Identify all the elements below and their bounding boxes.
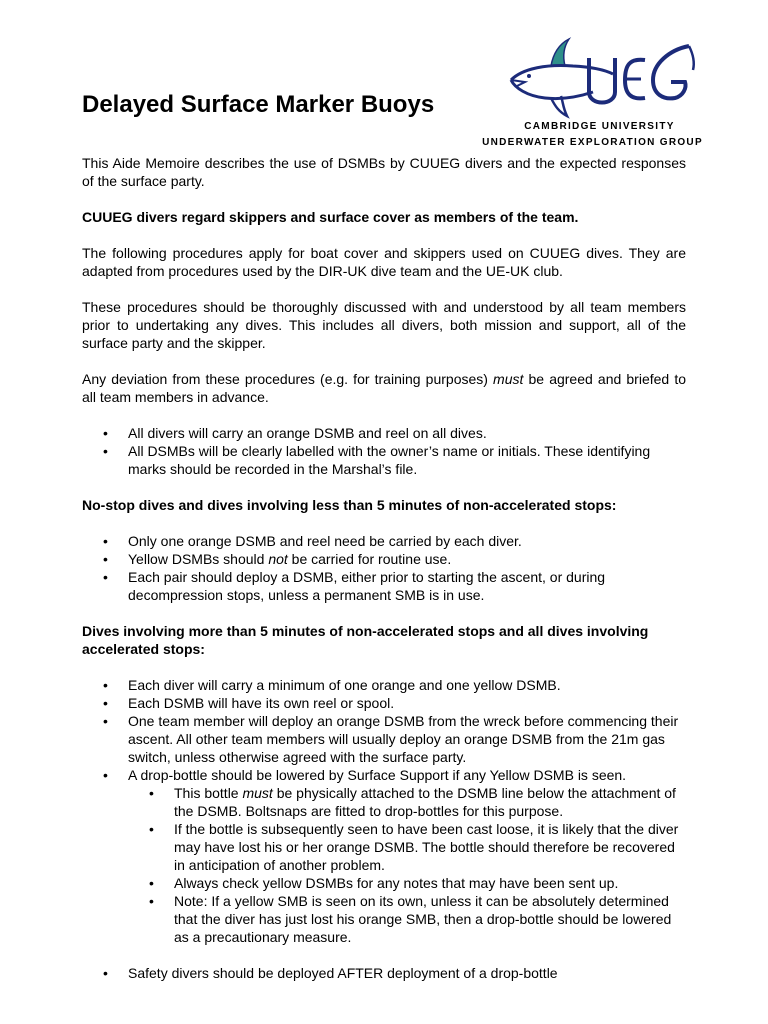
nostop-bullet2-emphasis: not	[268, 551, 288, 567]
sub-list-item: • If the bottle is subsequently seen to have been cast loose, it is likely that the diver may have lost his or her orange DSMB. The bottle should therefore be recovered in anticipation of another problem.	[128, 820, 686, 874]
shark-logo-icon	[493, 36, 698, 120]
deviation-paragraph	[82, 370, 686, 406]
deviation-text-start: Any deviation from these procedures (e.g. for training purposes)	[82, 371, 494, 387]
list-item: • All divers will carry an orange DSMB and reel on all dives.	[82, 424, 686, 442]
list-item: • All DSMBs will be clearly labelled with the owner’s name or initials. These identifying marks should be recorded in the Marshal’s file.	[82, 442, 686, 478]
logo-university-text: CAMBRIDGE UNIVERSITY	[524, 121, 675, 132]
sub1-emphasis: must	[242, 785, 273, 801]
sub-list-item	[128, 784, 686, 820]
nostop-bullet2-end: be carried for routine use.	[287, 551, 452, 567]
sub1-end: be physically attached to the DSMB line below the attachment of the DSMB. Boltsnaps are fitted to drop-bottles for this purpose.	[174, 785, 676, 819]
nostop-bullet2-start: Yellow DSMBs should	[128, 551, 269, 567]
procedures-paragraph: The following procedures apply for boat cover and skippers used on CUUEG dives. They are adapted from procedures used by the DIR-UK dive team and the UE-UK club.	[82, 245, 686, 279]
sub-list-item: • Note: If a yellow SMB is seen on its own, unless it can be absolutely determined that the diver has just lost his orange SMB, then a drop-bottle should be lowered as a precautionary measure.	[128, 892, 686, 946]
deviation-emphasis: must	[493, 371, 524, 387]
discussion-paragraph: These procedures should be thoroughly discussed with and understood by all team members prior to undertaking any dives. This includes all divers, both mission and support, all of the surface party and the skipper.	[82, 299, 686, 351]
accelerated-heading: Dives involving more than 5 minutes of non-accelerated stops and all dives involving accelerated stops:	[82, 623, 649, 657]
list-item: • Each diver will carry a minimum of one orange and one yellow DSMB.	[82, 676, 686, 694]
sub1-start: This bottle	[174, 785, 243, 801]
team-statement: CUUEG divers regard skippers and surface cover as members of the team.	[82, 209, 579, 225]
list-item: • Only one orange DSMB and reel need be carried by each diver.	[82, 532, 686, 550]
list-item: • Safety divers should be deployed AFTER deployment of a drop-bottle	[82, 964, 686, 982]
list-item	[82, 766, 686, 946]
sub-list-item: • Always check yellow DSMBs for any notes that may have been sent up.	[128, 874, 686, 892]
deviation-text-end: be agreed and briefed to all team members in advance.	[82, 371, 686, 405]
nostop-heading: No-stop dives and dives involving less than 5 minutes of non-accelerated stops:	[82, 497, 617, 513]
general-rules-list	[82, 424, 686, 478]
document-body	[82, 154, 686, 1000]
cuueg-logo	[482, 36, 703, 152]
list-item: • One team member will deploy an orange DSMB from the wreck before commencing their ascent. All other team members will usually deploy an orange DSMB from the 21m gas switch, unless otherwise agreed with the surface party.	[82, 712, 686, 766]
page-title: Delayed Surface Marker Buoys	[82, 91, 435, 118]
list-item	[82, 550, 686, 568]
intro-paragraph: This Aide Memoire describes the use of DSMBs by CUUEG divers and the expected responses of the surface party.	[82, 155, 686, 189]
list-item: • Each DSMB will have its own reel or spool.	[82, 694, 686, 712]
nostop-list	[82, 532, 686, 604]
logo-group-text: UNDERWATER EXPLORATION GROUP	[482, 137, 703, 148]
dropbottle-bullet-text: A drop-bottle should be lowered by Surface Support if any Yellow DSMB is seen.	[128, 767, 627, 783]
list-item: • Each pair should deploy a DSMB, either prior to starting the ascent, or during decompression stops, unless a permanent SMB is in use.	[82, 568, 686, 604]
accelerated-list	[82, 676, 686, 946]
safety-list	[82, 964, 686, 982]
dropbottle-sublist	[128, 784, 686, 946]
